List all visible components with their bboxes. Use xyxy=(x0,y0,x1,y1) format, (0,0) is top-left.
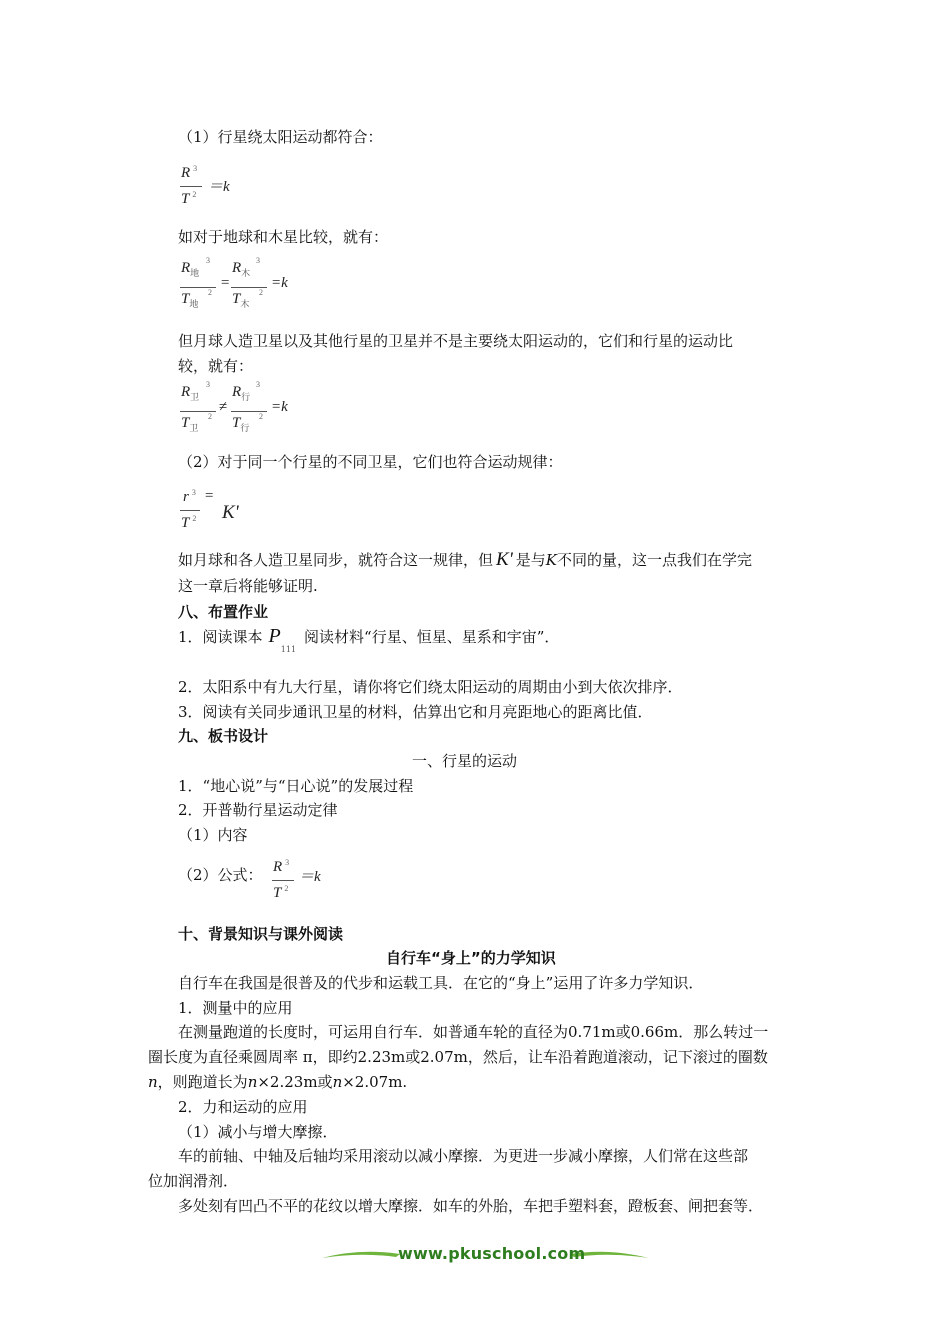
footer-site-url[interactable]: www.pkuschool.com xyxy=(398,1244,586,1263)
article-s2-p1: 车的前轴、中轴及后轴均采用滚动以减小摩擦．为更进一步减小摩擦，人们常在这些部 xyxy=(178,1147,749,1165)
paragraph-same-planet-satellites: （2）对于同一个行星的不同卫星，它们也符合运动规律： xyxy=(178,453,563,471)
paragraph-planets-sun: （1）行星绕太阳运动都符合： xyxy=(178,128,383,146)
article-title: 自行车“身上”的力学知识 xyxy=(386,949,556,967)
formula-earth-jupiter: $R_地$ 3 $T_地$ 2 = $R_木$ 3 $T_木$ 2 =k xyxy=(181,256,288,309)
heading-homework: 八、布置作业 xyxy=(178,603,269,621)
homework-item-3: 3．阅读有关同步通讯卫星的材料，估算出它和月亮距地心的距离比值． xyxy=(178,703,653,721)
formula-kepler-satellite: r $^3$ T $^2$ = K' xyxy=(181,488,239,531)
paragraph-moon-satellites-1: 但月球人造卫星以及其他行星的卫星并不是主要绕太阳运动的，它们和行星的运动比 xyxy=(178,332,734,350)
article-s1-p3: n，则跑道长为n×2.23m或n×2.07m. xyxy=(148,1073,408,1091)
paragraph-earth-jupiter: 如对于地球和木星比较，就有： xyxy=(178,228,389,246)
article-s2-p2: 位加润滑剂． xyxy=(148,1172,239,1190)
homework-item-1: 1．阅读课本 $P_{111}$阅读材料“行星、恒星、星系和宇宙”． xyxy=(178,625,560,654)
paragraph-prove-later: 这一章后将能够证明. xyxy=(178,577,318,595)
formula-board-kepler: R $^3$ T $^2$ ＝k xyxy=(273,858,321,901)
board-line-2: 2．开普勒行星运动定律 xyxy=(178,801,338,819)
article-s2-p3: 多处刻有凹凸不平的花纹以增大摩擦．如车的外胎，车把手塑料套，蹬板套、闸把套等． xyxy=(178,1197,764,1215)
homework-item-2: 2．太阳系中有九大行星，请你将它们绕太阳运动的周期由小到大依次排序． xyxy=(178,678,683,696)
board-line-3: （1）内容 xyxy=(178,826,248,844)
paragraph-moon-sync: 如月球和各人造卫星同步，就符合这一规律，但 K' 是与K不同的量，这一点我们在学完 xyxy=(178,549,753,570)
formula-kepler-1: R $^3$ T $^2$ ＝k xyxy=(181,164,230,207)
board-line-1: 1．“地心说”与“日心说”的发展过程 xyxy=(178,777,414,795)
article-intro: 自行车在我国是很普及的代步和运载工具．在它的“身上”运用了许多力学知识． xyxy=(178,974,704,992)
article-s2-sub: （1）减小与增大摩擦． xyxy=(178,1123,338,1141)
paragraph-moon-satellites-2: 较，就有： xyxy=(178,357,254,375)
heading-board-design: 九、板书设计 xyxy=(178,727,269,745)
article-s1-title: 1．测量中的应用 xyxy=(178,999,293,1017)
heading-background-reading: 十、背景知识与课外阅读 xyxy=(178,925,344,943)
board-line-4: （2）公式： xyxy=(178,866,263,884)
article-s1-p1: 在测量跑道的长度时，可运用自行车．如普通车轮的直径为0.71m或0.66m．那么转过一 xyxy=(178,1023,769,1041)
article-s1-p2: 圈长度为直径乘圆周率 π，即约2.23m或2.07m，然后，让车沿着跑道滚动，记下滚过的圈数 xyxy=(148,1048,768,1066)
board-title: 一、行星的运动 xyxy=(412,752,518,770)
formula-satellite-planet: $R_卫$ 3 $T_卫$ 2 ≠ $R_行$ 3 $T_行$ 2 =k xyxy=(181,380,288,433)
article-s2-title: 2．力和运动的应用 xyxy=(178,1098,308,1116)
